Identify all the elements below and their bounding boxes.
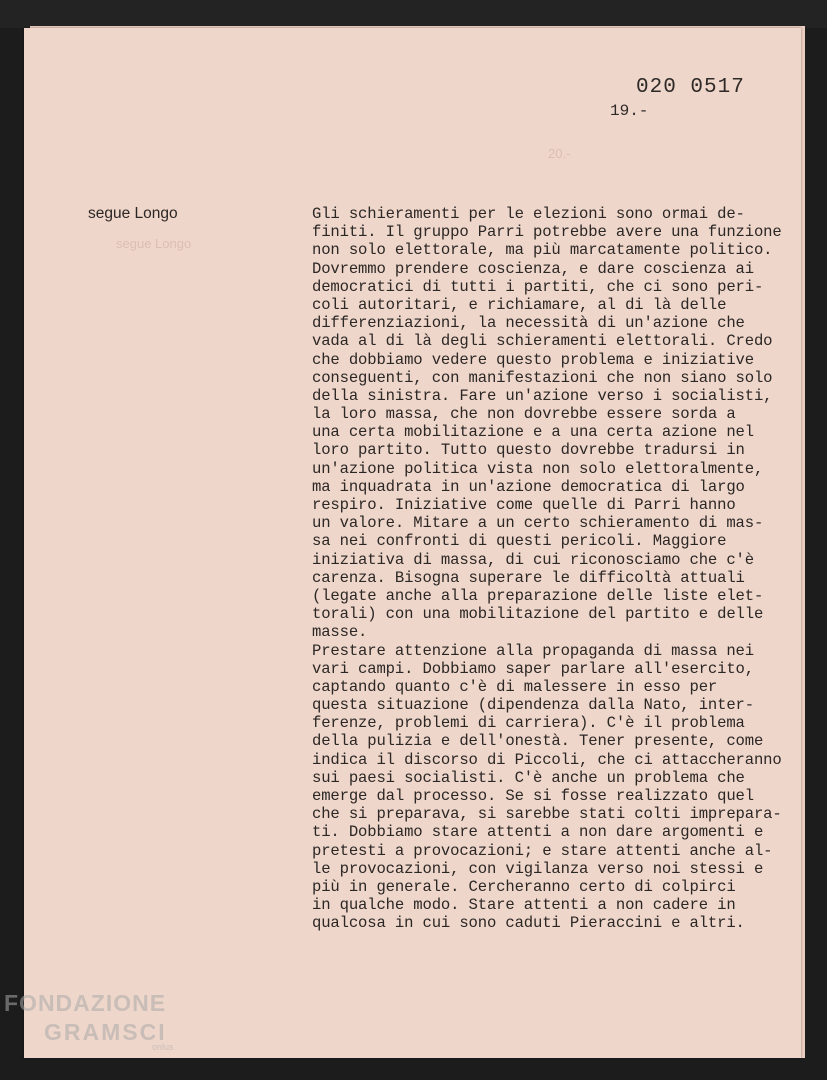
- body-text: [312, 205, 802, 933]
- text-line: qualcosa in cui sono caduti Pieraccini e altri.: [312, 914, 745, 933]
- text-line: pretesti a provocazioni; e stare attenti anche al-: [312, 841, 773, 860]
- ghost-page-number: 20.-: [548, 146, 571, 161]
- watermark-line-1: FONDAZIONE: [4, 990, 167, 1016]
- text-line: democratici di tutti i partiti, che ci sono peri-: [312, 277, 764, 296]
- text-line: differenziazioni, la necessità di un'azione che: [312, 314, 745, 333]
- fondazione-gramsci-watermark: [4, 990, 174, 1052]
- scanner-top-strip: [0, 0, 827, 28]
- text-line: più in generale. Cercheranno certo di colpirci: [312, 877, 736, 896]
- text-line: un valore. Mitare a un certo schieramento di mas-: [312, 514, 764, 533]
- text-line: un'azione politica vista non solo elettoralmente,: [312, 459, 764, 478]
- text-line: che si preparava, si sarebbe stati colti imprepara-: [312, 805, 782, 824]
- text-line: coli autoritari, e richiamare, al di là delle: [312, 295, 727, 314]
- watermark-line-3: onlus: [152, 1042, 174, 1052]
- text-line: che dobbiamo vedere questo problema e iniziative: [312, 350, 754, 369]
- text-line: della pulizia e dell'onestà. Tener presente, come: [312, 732, 764, 751]
- ghost-speaker-label: segue Longo: [116, 236, 192, 251]
- text-line: in qualche modo. Stare attenti a non cadere in: [312, 896, 736, 915]
- text-line: vada al di là degli schieramenti elettorali. Credo: [312, 332, 773, 351]
- text-line: sa nei confronti di questi pericoli. Maggiore: [312, 532, 727, 551]
- text-line: finiti. Il gruppo Parri potrebbe avere una funzione: [312, 223, 782, 242]
- text-line: captando quanto c'è di malessere in esso per: [312, 677, 718, 696]
- page-number: 19.-: [610, 102, 649, 120]
- watermark-line-2: GRAMSCI: [44, 1019, 167, 1045]
- text-line: una certa mobilitazione e a una certa azione nel: [312, 423, 754, 442]
- text-line: conseguenti, con manifestazioni che non siano solo: [312, 368, 773, 387]
- text-line: vari campi. Dobbiamo saper parlare all'esercito,: [312, 659, 754, 678]
- text-line: indica il discorso di Piccoli, che ci attaccheranno: [312, 750, 782, 769]
- text-line: emerge dal processo. Se si fosse realizzato quel: [312, 787, 754, 805]
- text-line: la loro massa, che non dovrebbe essere sorda a: [312, 405, 736, 424]
- text-line: della sinistra. Fare un'azione verso i socialisti,: [312, 386, 773, 405]
- text-line: carenza. Bisogna superare le difficoltà attuali: [312, 568, 745, 587]
- text-line: respiro. Iniziative come quelle di Parri hanno: [312, 496, 736, 514]
- text-line: ti. Dobbiamo stare attenti a non dare argomenti e: [312, 823, 764, 842]
- text-line: Dovremmo prendere coscienza, e dare coscienza ai: [312, 259, 754, 278]
- text-line: Gli schieramenti per le elezioni sono ormai de-: [312, 205, 745, 223]
- text-line: le provocazioni, con vigilanza verso noi stessi e: [312, 859, 764, 878]
- archive-number: 020 0517: [636, 76, 745, 99]
- text-line: torali) con una mobilitazione del partito e delle: [312, 605, 764, 624]
- text-line: non solo elettorale, ma più marcatamente politico.: [312, 241, 773, 260]
- text-line: ferenze, problemi di carriera). C'è il problema: [312, 714, 745, 733]
- text-line: loro partito. Tutto questo dovrebbe tradursi in: [312, 441, 745, 460]
- text-line: sui paesi socialisti. C'è anche un problema che: [312, 768, 745, 787]
- text-line: (legate anche alla preparazione delle liste elet-: [312, 586, 764, 605]
- text-line: Prestare attenzione alla propaganda di massa nei: [312, 641, 754, 660]
- speaker-label: segue Longo: [88, 205, 178, 222]
- text-line: masse.: [312, 623, 368, 642]
- text-line: ma inquadrata in un'azione democratica di largo: [312, 477, 745, 496]
- text-line: iniziativa di massa, di cui riconosciamo che c'è: [312, 550, 754, 569]
- text-line: questa situazione (dipendenza dalla Nato, inter-: [312, 696, 754, 715]
